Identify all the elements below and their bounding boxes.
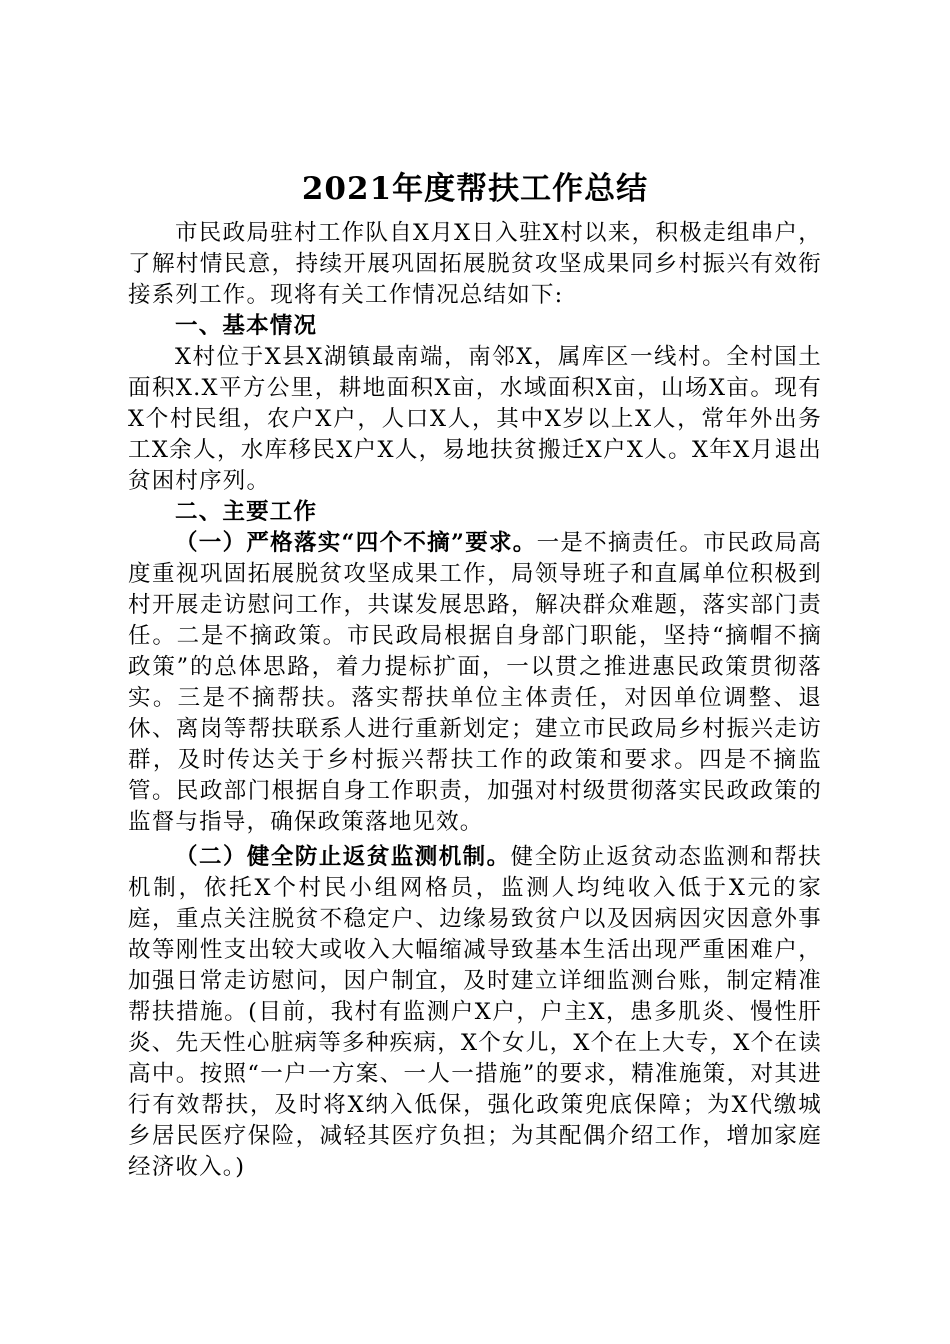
intro-paragraph: 市民政局驻村工作队自X月X日入驻X村以来，积极走组串户，了解村情民意，持续开展巩固拓展脱贫攻坚成果同乡村振兴有效衔接系列工作。现将有关工作情况总结如下: <box>128 220 822 308</box>
section-heading-main-work: 二、主要工作 <box>175 499 318 525</box>
document-page <box>128 168 822 1183</box>
basic-situation-paragraph: X村位于X县X湖镇最南端，南邻X，属库区一线村。全村国土面积X.X平方公里，耕地面积X亩，水域面积X亩，山场X亩。现有X个村民组，农户X户，人口X人，其中X岁以上X人，常年外出务工X余人，水库移民X户X人，易地扶贫搬迁X户X人。X年X月退出贫困村序列。 <box>128 344 822 494</box>
item-1-body: 一是不摘责任。市民政局高度重视巩固拓展脱贫攻坚成果工作，局领导班子和直属单位积极到村开展走访慰问工作，共谋发展思路，解决群众难题，落实部门责任。二是不摘政策。市民政局根据自身部门职能，坚持“摘帽不摘政策”的总体思路，着力提标扩面，一以贯之推进惠民政策贯彻落实。三是不摘帮扶。落实帮扶单位主体责任，对因单位调整、退休、离岗等帮扶联系人进行重新划定；建立市民政局乡村振兴走访群，及时传达关于乡村振兴帮扶工作的政策和要求。四是不摘监管。民政部门根据自身工作职责，加强对村级贯彻落实民政政策的监督与指导，确保政策落地见效。 <box>128 530 822 835</box>
main-work-item-1 <box>128 528 822 838</box>
item-1-lead: （一）严格落实“四个不摘”要求。 <box>175 530 537 556</box>
section-heading-basic-situation: 一、基本情况 <box>175 313 318 339</box>
main-work-item-2 <box>128 842 822 1183</box>
item-2-lead: （二）健全防止返贫监测机制。 <box>175 844 511 870</box>
item-2-body: 健全防止返贫动态监测和帮扶机制，依托X个村民小组网格员，监测人均纯收入低于X元的家庭，重点关注脱贫不稳定户、边缘易致贫户以及因病因灾因意外事故等刚性支出较大或收入大幅缩减导致基本生活出现严重困难户，加强日常走访慰问，因户制宜，及时建立详细监测台账，制定精准帮扶措施。(目前，我村有监测户X户，户主X，患多肌炎、慢性肝炎、先天性心脏病等多种疾病，X个女儿，X个在上大专，X个在读高中。按照“一户一方案、一人一措施”的要求，精准施策，对其进行有效帮扶，及时将X纳入低保，强化政策兜底保障；为X代缴城乡居民医疗保险，减轻其医疗负担；为其配偶介绍工作，增加家庭经济收入。) <box>128 844 822 1180</box>
document-title: 2021年度帮扶工作总结 <box>301 171 649 207</box>
